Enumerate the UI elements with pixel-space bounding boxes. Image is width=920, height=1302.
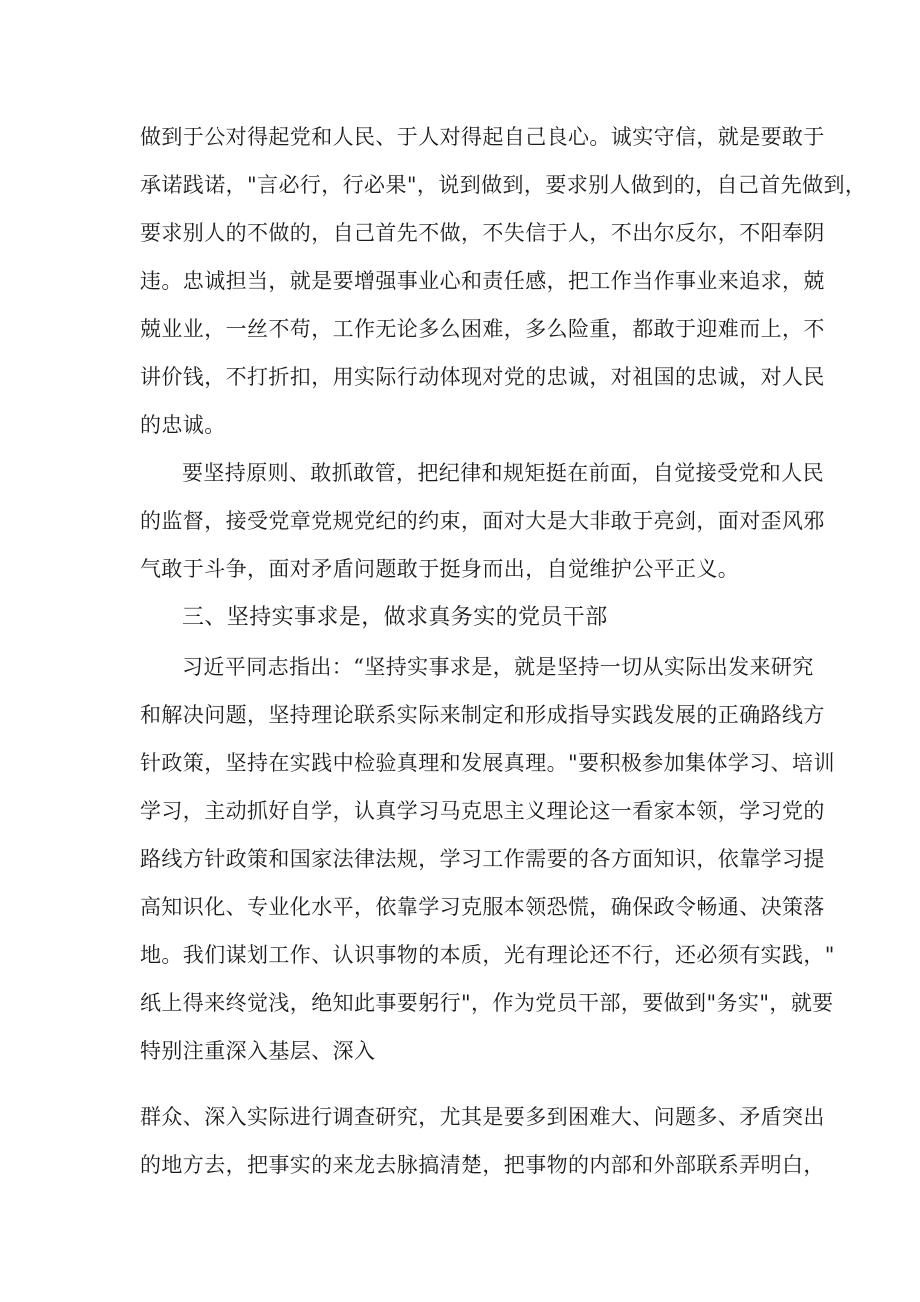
paragraph-line: 和解决问题，坚持理论联系实际来制定和形成指导实践发展的正确路线方 (140, 703, 825, 727)
section-heading: 三、坚持实事求是，做求真务实的党员干部 (182, 605, 608, 630)
paragraph-line: 的忠诚。 (140, 413, 226, 437)
paragraph-line: 的地方去，把事实的来龙去脉搞清楚，把事物的内部和外部联系弄明白， (140, 1153, 825, 1177)
paragraph-line: 针政策，坚持在实践中检验真理和发展真理。"要积极参加集体学习、培训 (140, 751, 835, 775)
paragraph-line: 学习，主动抓好自学，认真学习马克思主义理论这一看家本领，学习党的 (140, 799, 825, 823)
paragraph-line: 纸上得来终觉浅，绝知此事要躬行"，作为党员干部，要做到"务实"，就要 (140, 991, 834, 1015)
paragraph-line: 讲价钱，不打折扣，用实际行动体现对党的忠诚，对祖国的忠诚，对人民 (140, 365, 825, 389)
paragraph-line: 地。我们谋划工作、认识事物的本质，光有理论还不行，还必须有实践，" (140, 943, 835, 967)
paragraph-line: 承诺践诺，"言必行，行必果"，说到做到，要求别人做到的，自己首先做到， (140, 173, 867, 197)
paragraph-line: 路线方针政策和国家法律法规，学习工作需要的各方面知识，依靠学习提 (140, 847, 825, 871)
paragraph-line: 兢业业，一丝不苟，工作无论多么困难，多么险重，都敢于迎难而上，不 (140, 317, 825, 341)
paragraph-line: 违。忠诚担当，就是要增强事业心和责任感，把工作当作事业来追求，兢 (140, 269, 825, 293)
paragraph-first-line: 要坚持原则、敢抓敢管，把纪律和规矩挺在前面，自觉接受党和人民 (182, 461, 824, 485)
paragraph-first-line: 习近平同志指出：“坚持实事求是，就是坚持一切从实际出发来研究 (182, 655, 814, 679)
paragraph-line: 高知识化、专业化水平，依靠学习克服本领恐慌，确保政令畅通、决策落 (140, 895, 825, 919)
paragraph-line: 气敢于斗争，面对矛盾问题敢于挺身而出，自觉维护公平正义。 (140, 557, 740, 581)
paragraph-line: 的监督，接受党章党规党纪的约束，面对大是大非敢于亮剑，面对歪风邪 (140, 509, 825, 533)
paragraph-line: 要求别人的不做的，自己首先不做，不失信于人，不出尔反尔，不阳奉阴 (140, 221, 825, 245)
paragraph-line: 特别注重深入基层、深入 (140, 1039, 376, 1063)
paragraph-line: 群众、深入实际进行调查研究，尤其是要多到困难大、问题多、矛盾突出 (140, 1105, 825, 1129)
paragraph-line: 做到于公对得起党和人民、于人对得起自己良心。诚实守信，就是要敢于 (140, 125, 825, 149)
